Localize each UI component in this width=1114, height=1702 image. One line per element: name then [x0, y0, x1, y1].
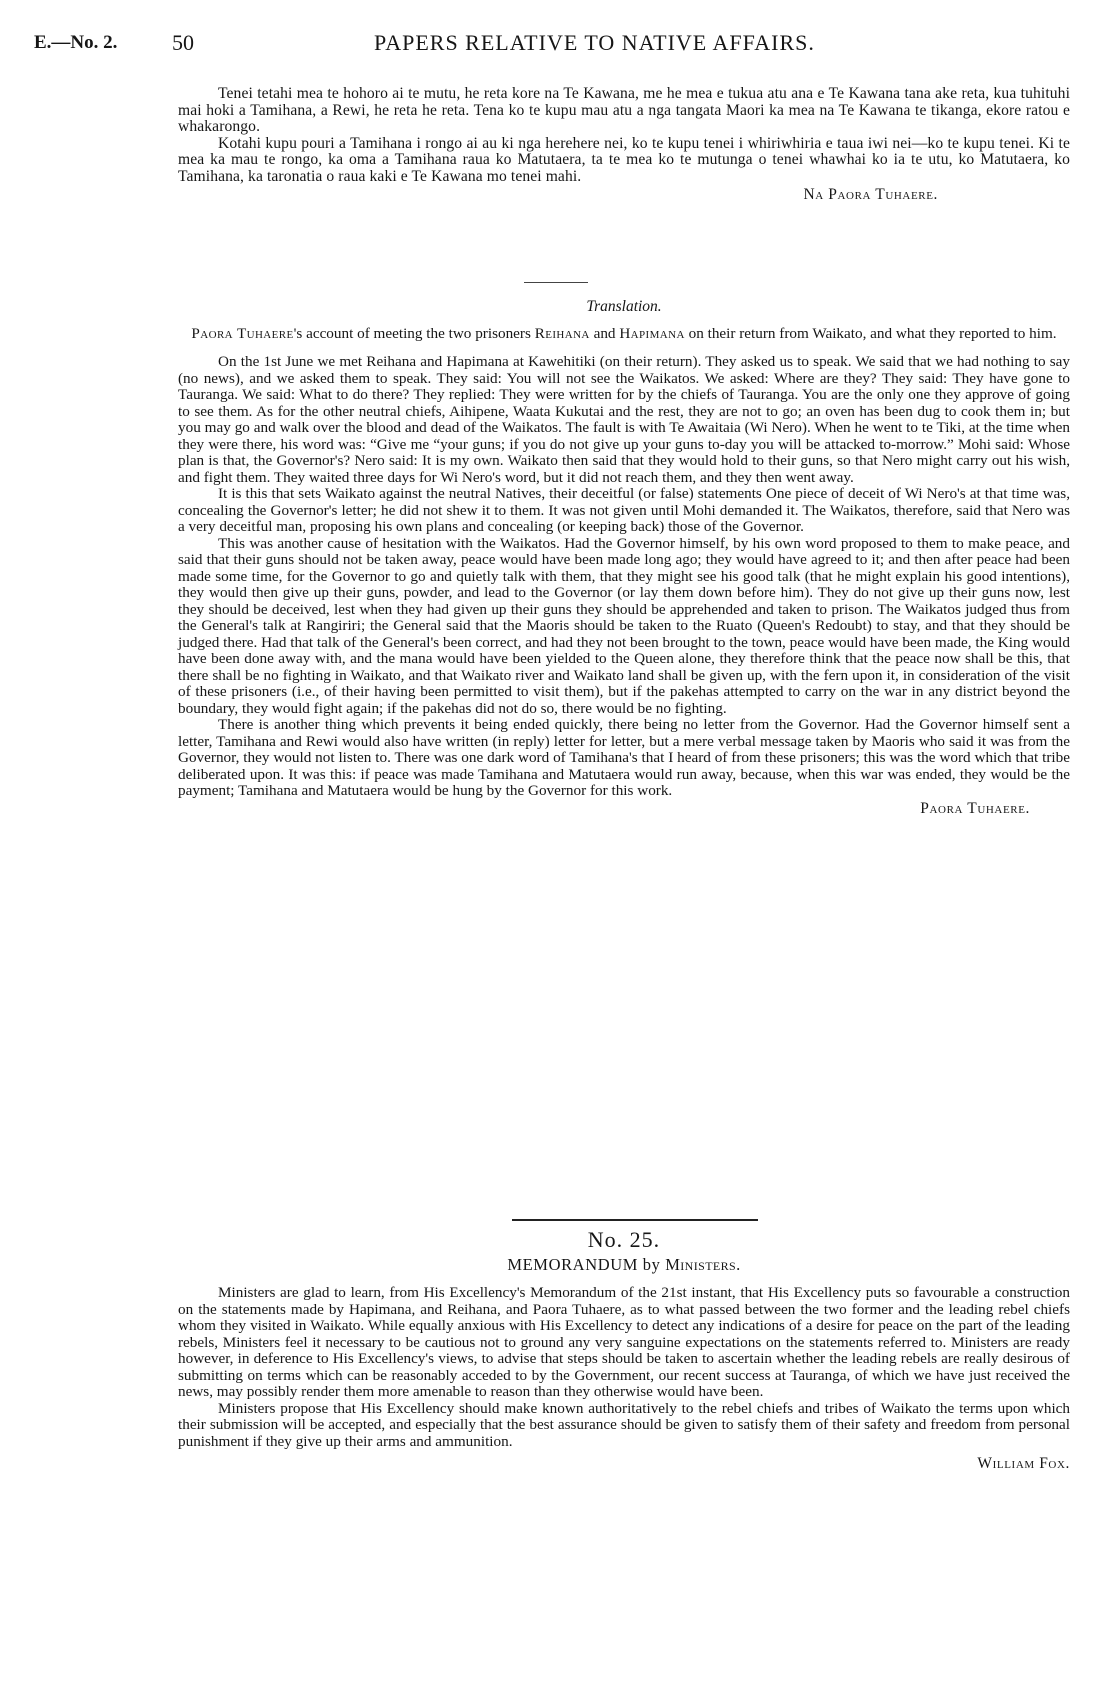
- page-header: [34, 32, 1080, 62]
- maori-paragraph: Kotahi kupu pouri a Tamihana i rongo ai au ki nga herehere nei, ko te kupu tenei i whiriwhiria e taua iwi nei—ko te kupu tenei. Ki te mea ka mau te rongo, ka oma a Tamihana raua ko Matutaera, ta te mea ko te mutunga o tenei whawhai ko ia te utu, ko Matutaera, ko Tamihana, ka taronatia o raua kaki e Te Kawana mo tenei mahi.: [178, 134, 1070, 185]
- translation-section: [178, 299, 1070, 817]
- page-number: 50: [172, 30, 194, 55]
- memorandum-section: [178, 1227, 1070, 1473]
- translation-paragraph: This was another cause of hesitation with the Waikatos. Had the Governor himself, by his own word proposed to them to make peace, and said that their guns should not be taken away, peace would have been made long ago; they would have agreed to it; and then after peace had been made some time, for the Governor to go and quietly talk with them, that they might see his good talk (that he might explain his good intentions), they would then give up their guns, powder, and lead to the Governor (or lay them down before him). They do not give up their guns now, lest they should be deceived, lest when they had given up their guns they should be apprehended and taken to prison. The Waikatos judged thus from the General's talk at Rangiriri; the General said that the Maoris should be taken to the Ruato (Queen's Redoubt) to stay, and that they should be judged there. Had that talk of the General's been correct, and had they not been brought to the town, peace would have been made, the King would have been done away with, and the mana would have been yielded to the Queen alone, they therefore think that the peace now shall be this, that there shall be no fighting in Waikato, and that Waikato river and Waikato land shall be given up, with the fern upon it, in consideration of the visit of these prisoners (i.e., of their having been permitted to visit them), but if the pakehas attempted to carry on the war in any district beyond the boundary, they would fight again; if the pakehas did not do so, there would be no fighting.: [178, 534, 1070, 717]
- memorandum-number: No. 25.: [587, 1227, 661, 1252]
- section-divider: [512, 1219, 758, 1221]
- translation-summary: Paora Tuhaere's account of meeting the two prisoners Reihana and Hapimana on their return from Waikato, and what they reported to him.: [191, 324, 1057, 342]
- maori-letter: [178, 86, 1070, 204]
- memorandum-paragraph: Ministers are glad to learn, from His Excellency's Memorandum of the 21st instant, that His Excellency puts so favourable a construction on the statements made by Hapimana, and Reihana, and Paora Tuhaere, as to what passed between the two former and the leading rebel chiefs whom they visited in Waikato. While equally anxious with His Excellency to detect any indications of a desire for peace on the part of the leading rebels, Ministers feel it necessary to be cautious not to ground any very sanguine expectations on the statements referred to. Ministers are ready however, in deference to His Excellency's views, to advise that steps should be taken to ascertain whether the leading rebels are really desirous of submitting on terms which can be reasonably acceded to by the Government, our recent success at Tauranga, of which we have just received the news, may possibly render them more amenable to reason than they otherwise would have been.: [178, 1284, 1070, 1400]
- translation-paragraph: On the 1st June we met Reihana and Hapimana at Kawehitiki (on their return). They asked us to speak. We said that we had nothing to say (no news), and we asked them to speak. They said: You will not see the Waikatos. We asked: Where are they? They said: They have gone to Tauranga. We said: What to do there? They replied: They were written for by the chiefs of Tauranga. You are the only one they approve of going to see them. As for the other neutral chiefs, Aihipene, Waata Kukutai and the rest, they are not to go; an oven has been dug to cook them in; but you may go and walk over the blood and dead of the Waikatos. The fault is with Te Awaitaia (Wi Nero). When he went to te Tiki, at the time when they were there, his word was: “Give me “your guns; if you do not give up your guns to-day you will be attacked to-morrow.” Mohi said: Whose plan is that, the Governor's? Nero said: It is my own. Waikato then said that they would hold to their guns, so that Nero might carry out his wish, and fight them. They waited three days for Wi Nero's word, but it did not reach them, and they then went away.: [178, 353, 1070, 486]
- memorandum-paragraph: Ministers propose that His Excellency should make known authoritatively to the rebel chiefs and tribes of Waikato the terms upon which their submission will be accepted, and especially that the best assurance should be given to satisfy them of their safety and freedom from personal punishment if they give up their arms and ammunition.: [178, 1399, 1070, 1450]
- maori-paragraph: Tenei tetahi mea te hohoro ai te mutu, he reta kore na Te Kawana, me he mea e tukua atu ana e Te Kawana tana ake reta, kua tuhituhi mai hoki a Tamihana, a Rewi, he reta he reta. Tena ko te kupu mau atu a nga tangata Maori ka mea na Te Kawana te tikanga, ekore ratou e whakarongo.: [178, 85, 1070, 135]
- document-reference: E.—No. 2.: [34, 32, 118, 53]
- maori-signature: Na Paora Tuhaere.: [803, 186, 938, 203]
- memorandum-title: MEMORANDUM by Ministers.: [507, 1254, 741, 1274]
- translation-paragraph: There is another thing which prevents it being ended quickly, there being no letter from the Governor. Had the Governor himself sent a letter, Tamihana and Rewi would also have written (in reply) letter for letter, but a mere verbal message taken by Maoris who said it was from the Governor, they would not listen to. There was one dark word of Tamihana's that I heard of from these prisoners; this was the word which that tribe deliberated upon. It was this: if peace was made Tamihana and Matutaera would run away, because, when this war was ended, they would be the payment; Tamihana and Matutaera would be hung by the Governor for this work.: [178, 716, 1070, 799]
- running-title: PAPERS RELATIVE TO NATIVE AFFAIRS.: [374, 30, 815, 55]
- section-divider: [524, 282, 588, 283]
- translation-signature: Paora Tuhaere.: [920, 799, 1030, 817]
- memorandum-signature: William Fox.: [977, 1455, 1070, 1472]
- translation-paragraph: It is this that sets Waikato against the neutral Natives, their deceitful (or false) statements One piece of deceit of Wi Nero's at that time was, concealing the Governor's letter; he did not shew it to them. It was not given until Mohi demanded it. The Waikatos, therefore, said that Nero was a very deceitful man, proposing his own plans and concealing (or keeping back) those of the Governor.: [178, 485, 1070, 535]
- translation-heading: Translation.: [586, 298, 662, 315]
